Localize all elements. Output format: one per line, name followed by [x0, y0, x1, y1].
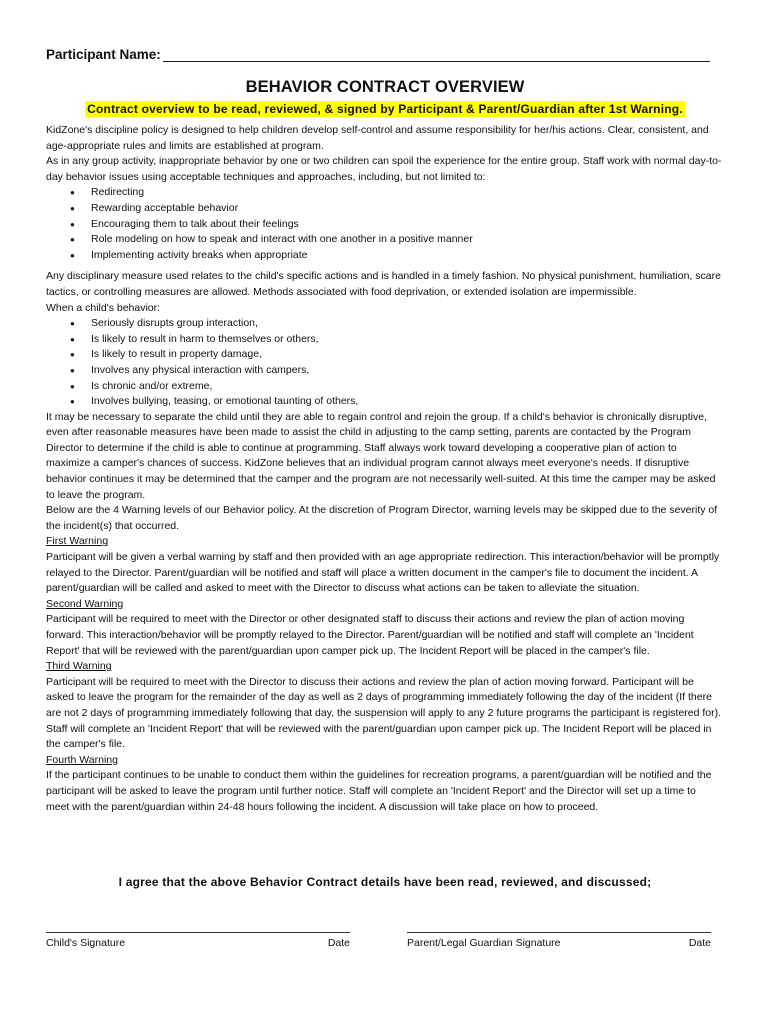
- guardian-signature-line[interactable]: [407, 925, 711, 933]
- list-item: ● Involves any physical interaction with campers,: [46, 363, 722, 379]
- second-warning-text: Participant will be required to meet with the Director or other designated staff to discuss their actions and review the plan of action moving forward. This interaction/behavior will be promptly relayed to the Director. Parent/guardian will be notified and staff will complete an 'Incident Report' that will be reviewed with the parent/guardian upon camper pick up. The Incident Report will be placed in the camper's file.: [46, 613, 694, 657]
- agreement-statement: I agree that the above Behavior Contract details have been read, reviewed, and discussed;: [118, 875, 652, 889]
- list-item: ● Involves bullying, teasing, or emotional taunting of others,: [46, 394, 722, 410]
- child-signature-line[interactable]: [46, 925, 350, 933]
- list-item: ● Is likely to result in harm to themselves or others,: [46, 332, 722, 348]
- list-item: ● Is likely to result in property damage,: [46, 347, 722, 363]
- highlighted-instruction: Contract overview to be read, reviewed, & signed by Participant & Parent/Guardian after 1st Warning.: [87, 102, 683, 116]
- fourth-warning-text: If the participant continues to be unable to conduct them within the guidelines for recreation programs, a parent/guardian will be notified and the participant will be asked to leave the program until further notice. Staff will complete an 'Incident Report' and the Director will set up a time to meet with the parent/guardian within 24-48 hours following the incident. A discussion will take place on how to proceed.: [46, 769, 712, 813]
- list-item: ● Rewarding acceptable behavior: [46, 201, 722, 217]
- first-warning-text: Participant will be given a verbal warning by staff and then provided with an age appropriate redirection. This interaction/behavior will be promptly relayed to the Director. Parent/guardian will be notified and staff will place a written document in the camper's file to document the incident. A parent/guardian will be called and asked to meet with the Director to discuss what actions can be taken to alleviate the situation.: [46, 551, 720, 595]
- guardian-date-label: Date: [688, 937, 711, 949]
- separation-paragraph: It may be necessary to separate the child until they are able to regain control and rejoin the group. If a child's behavior is chronically disruptive, even after reasonable measures have been made to assist the child in adjusting to the camp setting, parents are contacted by the Program Director to determine if the child is able to continue at programming. Staff always work toward developing a cooperative plan of action to maximize a camper's chances of success. KidZone believes that an individual program cannot always meet everyone's needs. If disruptive behavior continues it may be determined that the camper and the program are not necessarily well-suited. At this time the camper may be asked to leave the program.: [46, 410, 716, 501]
- warning-levels-paragraph: Below are the 4 Warning levels of our Behavior policy. At the discretion of Program Director, warning levels may be skipped due to the severity of the incident(s) that occurred.: [46, 504, 718, 532]
- participant-name-field[interactable]: [163, 46, 710, 62]
- participant-name-row: [46, 46, 710, 62]
- participant-name-label: Participant Name:: [46, 47, 161, 62]
- list-item: ● Seriously disrupts group interaction,: [46, 316, 722, 332]
- list-item: ● Role modeling on how to speak and interact with one another in a positive manner: [46, 232, 722, 248]
- techniques-list: [46, 185, 722, 263]
- child-signature-label: Child's Signature: [46, 937, 126, 949]
- behavior-intro: When a child's behavior:: [46, 301, 161, 314]
- fourth-warning-heading: Fourth Warning: [46, 753, 118, 766]
- guardian-signature-label: Parent/Legal Guardian Signature: [407, 937, 561, 949]
- third-warning-heading: Third Warning: [46, 660, 112, 673]
- discipline-paragraph: Any disciplinary measure used relates to the child's specific actions and is handled in a timely fashion. No physical punishment, humiliation, scare tactics, or controlling measures are allowed. Methods associated with food deprivation, or extended isolation are impermissible.: [46, 270, 721, 298]
- child-date-label: Date: [327, 937, 350, 949]
- list-item: ● Redirecting: [46, 185, 722, 201]
- intro-paragraph-2: As in any group activity, inappropriate behavior by one or two children can spoil the experience for the entire group. Staff work with normal day-to-day behavior issues using acceptable techniques and approaches, including, but not limited to:: [46, 155, 722, 183]
- document-subtitle: [0, 100, 770, 118]
- third-warning-text: Participant will be required to meet with the Director to discuss their actions and review the plan of action moving forward. Participant will be asked to leave the program for the remainder of the day as well as 2 days of programming immediately following the day of the incident (If there are not 2 days of programming immediately following that day, the suspension will apply to any 2 future programs the participant is registered for). Staff will complete an 'Incident Report' that will be reviewed with the parent/guardian upon camper pick up. The Incident Report will be placed in the camper's file.: [46, 675, 722, 751]
- list-item: ● Is chronic and/or extreme,: [46, 379, 722, 395]
- list-item: ● Implementing activity breaks when appropriate: [46, 248, 722, 264]
- document-title: BEHAVIOR CONTRACT OVERVIEW: [245, 78, 525, 96]
- document-body: [46, 123, 722, 815]
- guardian-signature-block: [407, 925, 711, 949]
- first-warning-heading: First Warning: [46, 535, 109, 548]
- list-item: ● Encouraging them to talk about their feelings: [46, 217, 722, 233]
- intro-paragraph-1: KidZone's discipline policy is designed to help children develop self-control and assume responsibility for her/his actions. Clear, consistent, and age-appropriate rules and limits are established at program.: [46, 124, 709, 152]
- child-signature-block: [46, 925, 350, 949]
- conditions-list: [46, 316, 722, 410]
- second-warning-heading: Second Warning: [46, 597, 124, 610]
